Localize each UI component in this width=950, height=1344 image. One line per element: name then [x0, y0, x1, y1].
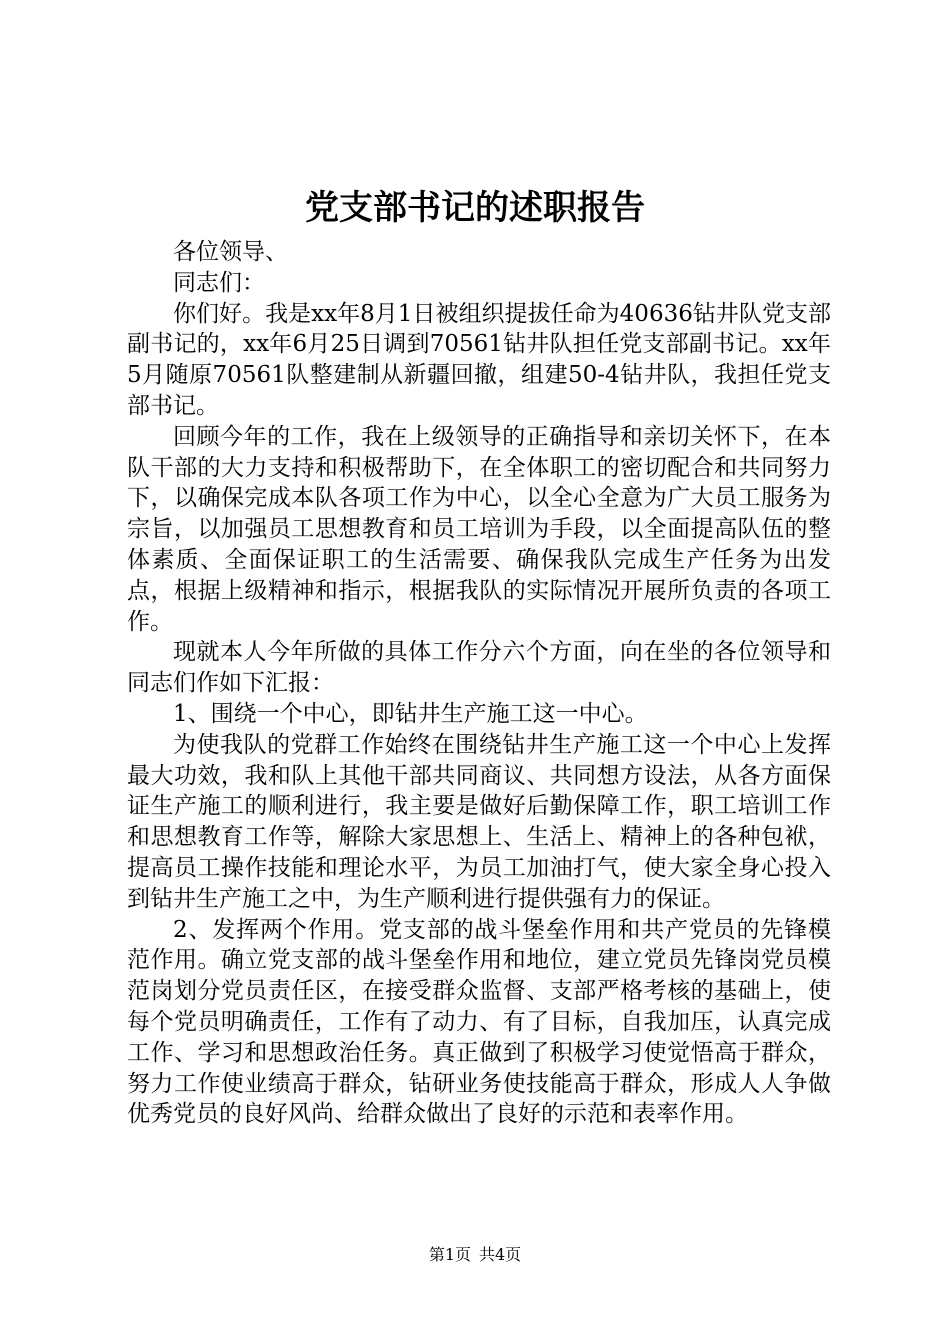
body-paragraph: 2、发挥两个作用。党支部的战斗堡垒作用和共产党员的先锋模范作用。确立党支部的战斗堡垒作用和地位，建立党员先锋岗党员模范岗划分党员责任区，在接受群众监督、支部严格考核的基础上，使每个党员明确责任，工作有了动力、有了目标，自我加压，认真完成工作、学习和思想政治任务。真正做到了积极学习使觉悟高于群众，努力工作使业绩高于群众，钻研业务使技能高于群众，形成人人争做优秀党员的良好风尚、给群众做出了良好的示范和表率作用。	[127, 916, 831, 1128]
salutation-line: 同志们：	[173, 269, 265, 296]
body-paragraph: 为使我队的党群工作始终在围绕钻井生产施工这一个中心上发挥最大功效，我和队上其他干部共同商议、共同想方设法，从各方面保证生产施工的顺利进行，我主要是做好后勤保障工作，职工培训工作和思想教育工作等，解除大家思想上、生活上、精神上的各种包袱，提高员工操作技能和理论水平，为员工加油打气，使大家全身心投入到钻井生产施工之中，为生产顺利进行提供强有力的保证。	[127, 731, 831, 912]
page-footer	[0, 1244, 950, 1266]
body-paragraph: 现就本人今年所做的具体工作分六个方面，向在坐的各位领导和同志们作如下汇报：	[127, 639, 831, 697]
page-total: 共4页	[479, 1245, 522, 1264]
page-number: 第1页	[428, 1245, 471, 1264]
section-heading: 1、围绕一个中心，即钻井生产施工这一中心。	[173, 700, 648, 727]
body-paragraph: 回顾今年的工作，我在上级领导的正确指导和亲切关怀下，在本队干部的大力支持和积极帮助下，在全体职工的密切配合和共同努力下，以确保完成本队各项工作为中心，以全心全意为广大员工服务为宗旨，以加强员工思想教育和员工培训为手段，以全面提高队伍的整体素质、全面保证职工的生活需要、确保我队完成生产任务为出发点，根据上级精神和指示，根据我队的实际情况开展所负责的各项工作。	[127, 423, 831, 635]
salutation-line: 各位领导、	[173, 239, 288, 265]
document-body	[127, 237, 831, 1130]
body-paragraph: 你们好。我是xx年8月1日被组织提拔任命为40636钻井队党支部副书记的，xx年6月25日调到70561钻井队担任党支部副书记。xx年5月随原70561队整建制从新疆回撤，组建50-4钻井队，我担任党支部书记。	[127, 300, 831, 419]
document-title: 党支部书记的述职报告	[305, 188, 645, 228]
